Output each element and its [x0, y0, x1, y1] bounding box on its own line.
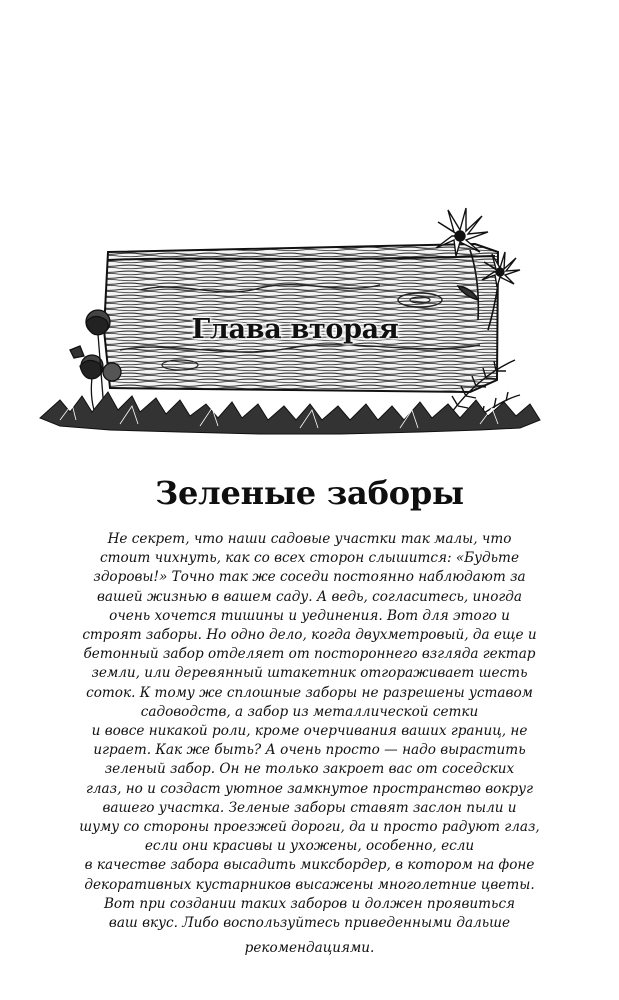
- body-line: зеленый забор. Он не только закроет вас от соседских: [104, 761, 515, 778]
- body-line: в качестве забора высадить миксбордер, в котором на фоне: [84, 857, 535, 874]
- body-line: стоит чихнуть, как со всех сторон слышится: «Будьте: [99, 550, 519, 567]
- body-line: садоводств, а забор из металлической сетки: [140, 703, 479, 720]
- body-line: рекомендациями.: [244, 940, 375, 957]
- chapter-header-illustration: [0, 0, 619, 470]
- body-line: вашей жизнью в вашем саду. А ведь, согласитесь, иногда: [96, 588, 522, 605]
- body-line: и вовсе никакой роли, кроме очерчивания ваших границ, не: [91, 723, 528, 740]
- body-line: декоративных кустарников высажены многолетние цветы.: [84, 876, 535, 893]
- body-text: [55, 530, 564, 958]
- chapter-label: Глава вторая: [191, 314, 399, 345]
- body-line: Не секрет, что наши садовые участки так малы, что: [107, 531, 512, 547]
- body-line: соток. К тому же сплошные заборы не разрешены уставом: [86, 684, 533, 701]
- body-line: ваш вкус. Либо воспользуйтесь приведенными дальше: [108, 915, 511, 932]
- body-line: глаз, но и создаст уютное замкнутое пространство вокруг: [86, 780, 533, 797]
- body-line: играет. Как же быть? А очень просто — надо вырастить: [93, 742, 526, 759]
- section-title: Зеленые заборы: [155, 474, 464, 512]
- body-line: земли, или деревянный штакетник отгораживает шесть: [91, 665, 528, 682]
- body-line: если они красивы и ухожены, особенно, если: [144, 838, 475, 855]
- body-line: очень хочется тишины и уединения. Вот для этого и: [109, 607, 510, 624]
- body-line: шуму со стороны проезжей дороги, да и просто радуют глаз,: [79, 819, 540, 836]
- grass-illustration: [40, 392, 540, 434]
- body-line: строят заборы. Но одно дело, когда двухметровый, да еще и: [82, 627, 537, 644]
- body-line: Вот при создании таких заборов и должен проявиться: [103, 895, 516, 912]
- body-line: вашего участка. Зеленые заборы ставят заслон пыли и: [102, 799, 517, 816]
- body-line: бетонный забор отделяет от постороннего взгляда гектар: [83, 646, 536, 663]
- body-line: здоровы!» Точно так же соседи постоянно наблюдают за: [93, 569, 526, 586]
